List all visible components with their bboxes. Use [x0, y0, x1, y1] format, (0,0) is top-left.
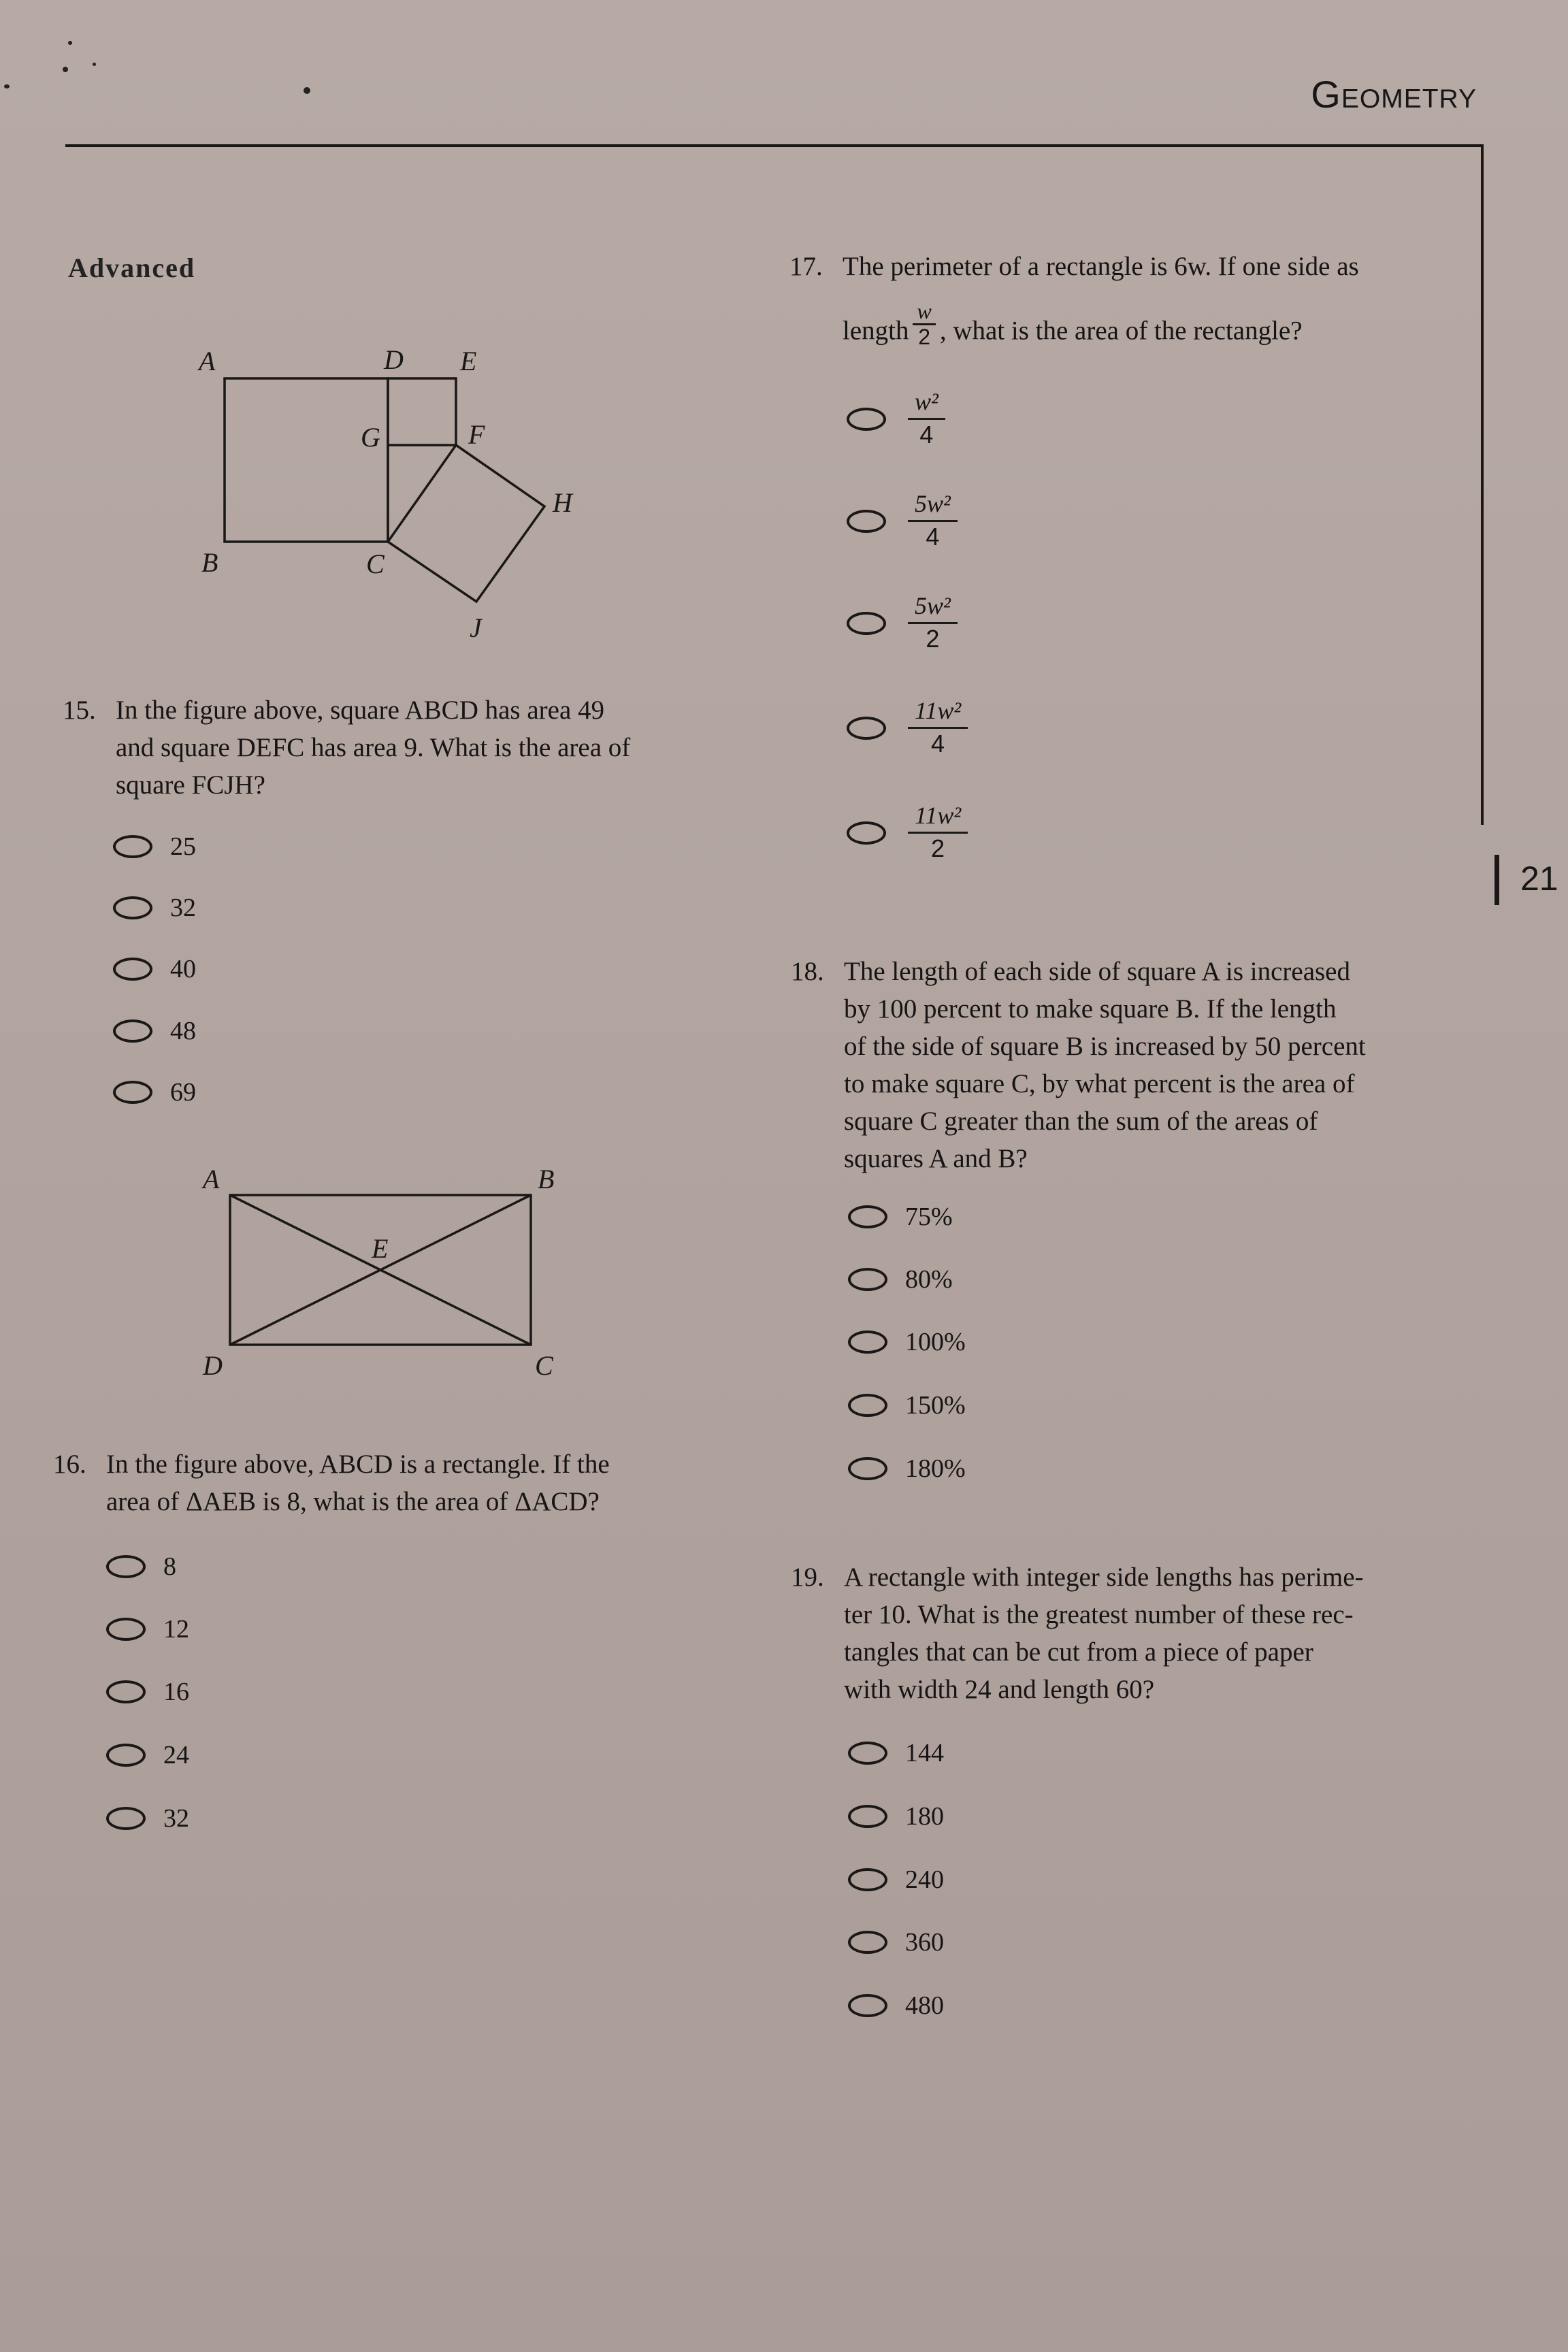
answer-option[interactable]: [848, 1865, 944, 1895]
answer-option[interactable]: [106, 1803, 189, 1833]
answer-option[interactable]: [106, 1614, 189, 1644]
square-defc-top: [388, 378, 456, 445]
answer-option[interactable]: [113, 893, 196, 923]
fraction-numerator: 11w²: [908, 802, 968, 834]
question-line: In the figure above, ABCD is a rectangle. If the: [106, 1450, 610, 1479]
label-A: A: [199, 346, 216, 376]
label-G: G: [361, 422, 380, 453]
margin-rule: [1481, 144, 1484, 825]
answer-bubble[interactable]: [113, 1081, 152, 1104]
page-tab-bar: [1494, 855, 1499, 905]
answer-option[interactable]: [848, 1801, 944, 1831]
answer-bubble[interactable]: [106, 1618, 146, 1641]
answer-option[interactable]: [848, 1390, 966, 1420]
option-label: 180: [905, 1802, 944, 1831]
answer-bubble[interactable]: [848, 1742, 887, 1765]
answer-option[interactable]: [847, 802, 968, 864]
answer-bubble[interactable]: [847, 612, 886, 635]
fraction-numerator: 5w²: [908, 490, 958, 522]
answer-bubble[interactable]: [106, 1744, 146, 1767]
question-line: [843, 299, 1359, 358]
option-label: 240: [905, 1865, 944, 1894]
inline-fraction: [913, 299, 935, 348]
option-label: 32: [163, 1804, 189, 1833]
fraction-denominator: 4: [919, 421, 934, 448]
fraction-numerator: 11w²: [908, 697, 968, 729]
square-fcjh: [388, 445, 544, 602]
answer-option[interactable]: [113, 954, 196, 984]
question-text: [106, 1446, 610, 1520]
question-15: [63, 691, 743, 807]
fraction-option: [908, 802, 968, 864]
option-label: 25: [170, 832, 196, 861]
answer-option[interactable]: [848, 1327, 966, 1357]
square-abcd: [225, 378, 388, 542]
option-label: 180%: [905, 1454, 966, 1483]
answer-bubble[interactable]: [106, 1555, 146, 1578]
answer-bubble[interactable]: [113, 958, 152, 981]
label-B: B: [201, 547, 218, 578]
answer-bubble[interactable]: [848, 1205, 887, 1228]
option-label: 40: [170, 955, 196, 983]
question-line: to make square C, by what percent is the area of: [844, 1069, 1355, 1098]
answer-bubble[interactable]: [848, 1330, 887, 1354]
question-16: [53, 1446, 747, 1527]
answer-bubble[interactable]: [848, 1868, 887, 1891]
question-line: ter 10. What is the greatest number of these rec-: [844, 1600, 1354, 1629]
question-number: 15.: [63, 696, 96, 725]
answer-option[interactable]: [848, 1927, 944, 1957]
answer-bubble[interactable]: [848, 1994, 887, 2017]
fraction-denominator: 4: [926, 523, 940, 551]
page-number: 21: [1520, 860, 1558, 898]
answer-bubble[interactable]: [113, 835, 152, 858]
fraction-numerator: w: [913, 299, 935, 325]
label-J: J: [470, 612, 482, 643]
answer-bubble[interactable]: [106, 1807, 146, 1830]
question-number: 16.: [53, 1450, 86, 1479]
answer-option[interactable]: [106, 1740, 189, 1770]
question-line: squares A and B?: [844, 1144, 1028, 1173]
option-label: 8: [163, 1552, 176, 1581]
question-line: In the figure above, square ABCD has area 49: [116, 696, 605, 725]
paper-speck: [93, 63, 96, 66]
option-label: 480: [905, 1991, 944, 2020]
paper-speck: [304, 87, 310, 94]
answer-option[interactable]: [848, 1454, 966, 1484]
answer-option[interactable]: [848, 1264, 953, 1294]
figure-rectangle: [0, 1143, 681, 1388]
question-text-part: , what is the area of the rectangle?: [939, 316, 1303, 346]
answer-bubble[interactable]: [848, 1457, 887, 1480]
answer-bubble[interactable]: [847, 821, 886, 845]
paper-speck: [63, 67, 68, 72]
option-label: 75%: [905, 1203, 953, 1231]
answer-option[interactable]: [847, 592, 958, 654]
answer-bubble[interactable]: [847, 510, 886, 533]
label-C: C: [535, 1350, 553, 1381]
fraction-denominator: 2: [931, 834, 945, 862]
question-line: by 100 percent to make square B. If the length: [844, 994, 1337, 1024]
option-label: 80%: [905, 1265, 953, 1294]
fraction-option: [908, 592, 958, 654]
answer-option[interactable]: [848, 1991, 944, 2021]
question-17: [789, 248, 1429, 370]
question-text: [843, 248, 1359, 358]
fraction-option: [908, 697, 968, 759]
answer-bubble[interactable]: [847, 717, 886, 740]
option-label: 100%: [905, 1328, 966, 1356]
label-F: F: [468, 419, 485, 450]
question-line: and square DEFC has area 9. What is the area of: [116, 733, 631, 762]
question-line: square FCJH?: [116, 770, 265, 800]
answer-bubble[interactable]: [106, 1680, 146, 1703]
question-line: tangles that can be cut from a piece of paper: [844, 1637, 1313, 1667]
fraction-numerator: w²: [908, 388, 945, 420]
fraction-denominator: 2: [926, 625, 940, 653]
label-C: C: [366, 549, 385, 579]
option-label: 48: [170, 1017, 196, 1045]
question-number: 18.: [791, 957, 824, 986]
answer-bubble[interactable]: [113, 896, 152, 919]
paper-speck: [4, 84, 10, 88]
question-line: area of ΔAEB is 8, what is the area of ΔACD?: [106, 1487, 600, 1516]
option-label: 32: [170, 894, 196, 922]
option-label: 144: [905, 1739, 944, 1767]
question-line: A rectangle with integer side lengths has perime-: [844, 1563, 1364, 1592]
option-label: 150%: [905, 1391, 966, 1420]
label-H: H: [553, 487, 572, 518]
answer-option[interactable]: [106, 1677, 189, 1707]
question-text: [844, 1558, 1364, 1708]
chapter-header: Geometry: [1311, 73, 1477, 116]
fraction-option: [908, 490, 958, 552]
label-D: D: [384, 344, 404, 375]
option-label: 24: [163, 1741, 189, 1769]
fraction-denominator: 2: [918, 325, 931, 349]
question-line: The length of each side of square A is increased: [844, 957, 1350, 986]
fraction-numerator: 5w²: [908, 592, 958, 624]
answer-option[interactable]: [848, 1738, 944, 1768]
answer-option[interactable]: [847, 388, 945, 450]
question-text: [844, 953, 1366, 1177]
label-A: A: [203, 1164, 220, 1194]
fraction-denominator: 4: [931, 730, 945, 757]
paper-speck: [68, 41, 72, 45]
answer-option[interactable]: [106, 1552, 176, 1582]
label-E: E: [372, 1233, 389, 1264]
option-label: 360: [905, 1928, 944, 1957]
answer-bubble[interactable]: [847, 408, 886, 431]
option-label: 16: [163, 1678, 189, 1706]
answer-bubble[interactable]: [848, 1268, 887, 1291]
question-line: square C greater than the sum of the areas of: [844, 1107, 1318, 1136]
answer-bubble[interactable]: [848, 1394, 887, 1417]
answer-option[interactable]: [113, 1016, 196, 1046]
question-text: [116, 691, 630, 804]
label-E: E: [460, 346, 477, 376]
fraction-option: [908, 388, 945, 450]
section-label: Advanced: [68, 252, 196, 283]
answer-bubble[interactable]: [113, 1019, 152, 1043]
answer-option[interactable]: [113, 832, 196, 862]
answer-option[interactable]: [847, 697, 968, 759]
label-D: D: [203, 1350, 223, 1381]
question-19: [791, 1558, 1458, 1715]
option-label: 69: [170, 1078, 196, 1107]
answer-option[interactable]: [848, 1202, 953, 1232]
question-text-part: length: [843, 316, 909, 346]
answer-option[interactable]: [847, 490, 958, 552]
question-line: with width 24 and length 60?: [844, 1675, 1155, 1704]
question-line: of the side of square B is increased by 50 percent: [844, 1032, 1366, 1061]
answer-bubble[interactable]: [848, 1931, 887, 1954]
figure-squares: [0, 0, 681, 681]
answer-option[interactable]: [113, 1077, 196, 1107]
label-B: B: [538, 1164, 555, 1194]
question-number: 17.: [789, 252, 823, 281]
question-line: The perimeter of a rectangle is 6w. If one side as: [843, 252, 1359, 281]
question-number: 19.: [791, 1563, 824, 1592]
option-label: 12: [163, 1615, 189, 1644]
question-18: [791, 953, 1458, 1184]
answer-bubble[interactable]: [848, 1805, 887, 1828]
